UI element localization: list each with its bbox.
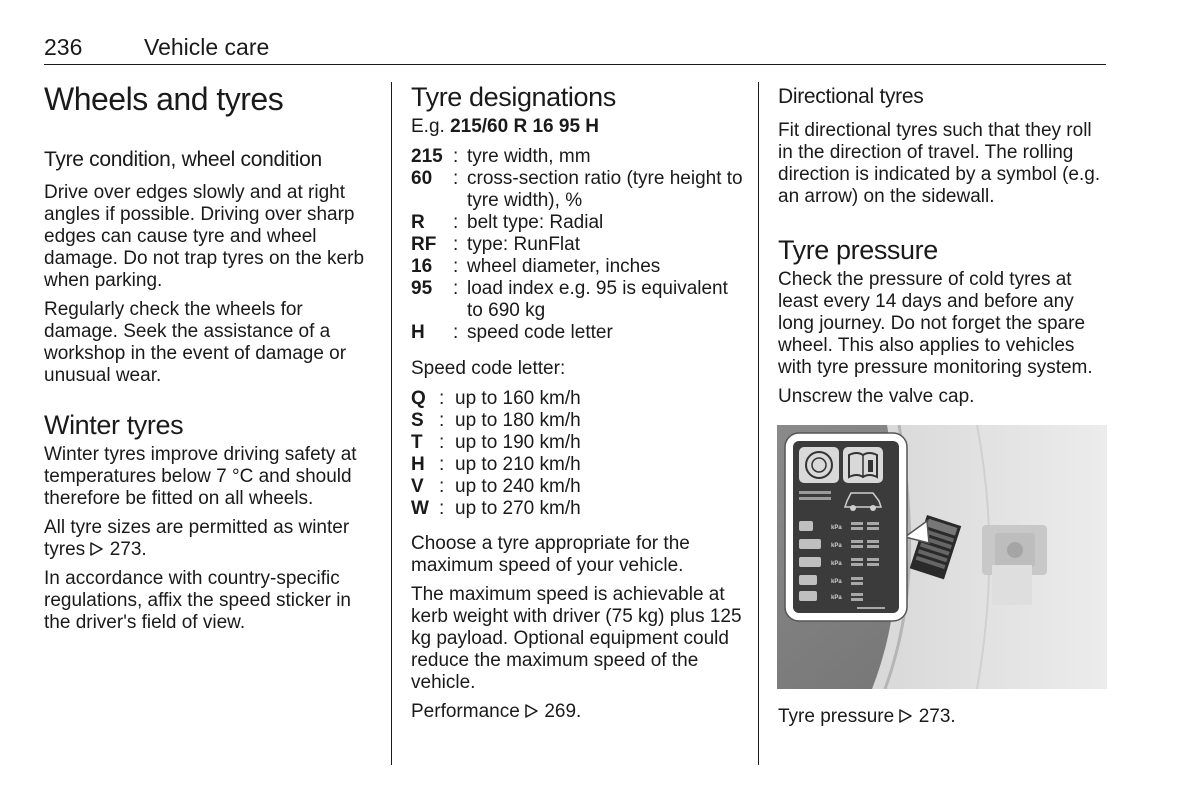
label-kpa-2: kPa <box>831 543 842 549</box>
designation-key: 215 <box>411 146 443 167</box>
page-header <box>44 34 1106 65</box>
cross-reference-arrow-icon <box>899 708 913 724</box>
directional-tyres-text: Fit directional tyres such that they roll in the direction of travel. The rolling direction is indicated by a symbol (e.g. an arrow) on the sidewall. <box>778 120 1101 207</box>
designation-separator: : <box>453 256 459 277</box>
winter-tyres-text-2 <box>44 517 379 561</box>
speed-code-separator: : <box>439 454 445 475</box>
speed-code-value: up to 210 km/h <box>455 454 581 475</box>
speed-code-value: up to 270 km/h <box>455 498 581 519</box>
designation-separator: : <box>453 146 459 167</box>
label-kpa-5: kPa <box>831 595 842 601</box>
column-1 <box>44 80 379 634</box>
column-divider-1 <box>391 82 392 765</box>
speed-code-separator: : <box>439 388 445 409</box>
speed-code-key: W <box>411 498 429 519</box>
winter-tyres-text-1: Winter tyres improve driving safety at temperatures below 7 °C and should therefore be fitted on all wheels. <box>44 444 357 509</box>
designation-separator: : <box>453 322 459 343</box>
designation-key: R <box>411 212 425 233</box>
winter-tyres-text-2-body: All tyre sizes are permitted as winter tyres <box>44 517 350 560</box>
designation-value: speed code letter <box>467 322 613 343</box>
designation-key: 60 <box>411 168 433 189</box>
photo-caption <box>778 706 1108 728</box>
designation-value: type: RunFlat <box>467 234 580 255</box>
tyre-condition-text-1: Drive over edges slowly and at right angles if possible. Driving over sharp edges can cause tyre and wheel damage. Do not trap tyres on the kerb when parking. <box>44 182 365 291</box>
performance-ref-line <box>411 701 747 723</box>
designation-separator: : <box>453 278 459 299</box>
cross-reference-arrow-icon <box>525 703 539 719</box>
photo-caption-text <box>778 706 1108 728</box>
winter-tyres-ref[interactable]: 273. <box>109 539 147 560</box>
tyre-condition-text-2: Regularly check the wheels for damage. Seek the assistance of a workshop in the event of damage or unusual wear. <box>44 299 347 386</box>
tyre-pressure-label-illustration <box>777 425 1107 689</box>
speed-code-key: V <box>411 476 424 497</box>
designation-separator: : <box>453 234 459 255</box>
winter-tyres-text-3: In accordance with country-specific regulations, affix the speed sticker in the driver's field of view. <box>44 568 351 633</box>
winter-tyres-heading: Winter tyres <box>44 410 184 440</box>
tyre-pressure-text-2: Unscrew the valve cap. <box>778 386 975 407</box>
designation-key: 95 <box>411 278 433 299</box>
speed-code-key: Q <box>411 388 426 409</box>
speed-code-list <box>411 388 747 520</box>
designation-key: RF <box>411 234 437 255</box>
designation-separator: : <box>453 212 459 233</box>
designation-list <box>411 146 747 344</box>
tyre-condition-heading: Tyre condition, wheel condition <box>44 148 322 171</box>
cross-reference-arrow-icon <box>90 541 104 557</box>
performance-ref[interactable]: 269. <box>544 701 582 722</box>
label-kpa-3: kPa <box>831 561 842 567</box>
page-number: 236 <box>44 34 83 60</box>
tyre-pressure-heading: Tyre pressure <box>778 235 938 265</box>
column-3 <box>778 80 1108 408</box>
speed-code-separator: : <box>439 498 445 519</box>
designation-value: tyre width, mm <box>467 146 591 167</box>
performance-label: Performance <box>411 701 526 722</box>
speed-code-separator: : <box>439 432 445 453</box>
speed-code-value: up to 240 km/h <box>455 476 581 497</box>
example-prefix: E.g. <box>411 116 451 137</box>
speed-code-separator: : <box>439 410 445 431</box>
tyre-speed-text-1: Choose a tyre appropriate for the maximum speed of your vehicle. <box>411 533 690 576</box>
designation-value: load index e.g. 95 is equivalent to 690 kg <box>467 278 728 321</box>
speed-code-intro: Speed code letter: <box>411 358 566 379</box>
speed-code-value: up to 190 km/h <box>455 432 581 453</box>
speed-code-separator: : <box>439 476 445 497</box>
speed-code-value: up to 180 km/h <box>455 410 581 431</box>
speed-code-key: T <box>411 432 423 453</box>
designation-separator: : <box>453 168 459 189</box>
designation-key: H <box>411 322 425 343</box>
designation-value: belt type: Radial <box>467 212 604 233</box>
label-kpa-4: kPa <box>831 579 842 585</box>
designation-example <box>411 116 747 138</box>
designation-key: 16 <box>411 256 433 277</box>
designation-value: wheel diameter, inches <box>467 256 661 277</box>
speed-code-key: H <box>411 454 425 475</box>
speed-code-key: S <box>411 410 424 431</box>
column-2 <box>411 80 747 723</box>
main-title: Wheels and tyres <box>44 81 284 117</box>
tyre-pressure-label-photo <box>777 425 1107 689</box>
tyre-designations-heading: Tyre designations <box>411 82 616 112</box>
tyre-speed-text-2: The maximum speed is achievable at kerb weight with driver (75 kg) plus 125 kg payload. Optional equipment could reduce the maximum speed of the vehicle. <box>411 584 742 693</box>
caption-ref[interactable]: 273. <box>918 706 956 727</box>
directional-tyres-heading: Directional tyres <box>778 85 924 108</box>
tyre-pressure-text-1: Check the pressure of cold tyres at least every 14 days and before any long journey. Do not forget the spare wheel. This also applies to vehicles with tyre pressure monitoring system. <box>778 269 1093 378</box>
column-divider-2 <box>758 82 759 765</box>
caption-label: Tyre pressure <box>778 706 900 727</box>
label-kpa-1: kPa <box>831 525 842 531</box>
example-code: 215/60 R 16 95 H <box>450 116 600 137</box>
designation-value: cross-section ratio (tyre height to tyre width), % <box>467 168 743 211</box>
speed-code-value: up to 160 km/h <box>455 388 581 409</box>
section-title: Vehicle care <box>144 34 270 60</box>
